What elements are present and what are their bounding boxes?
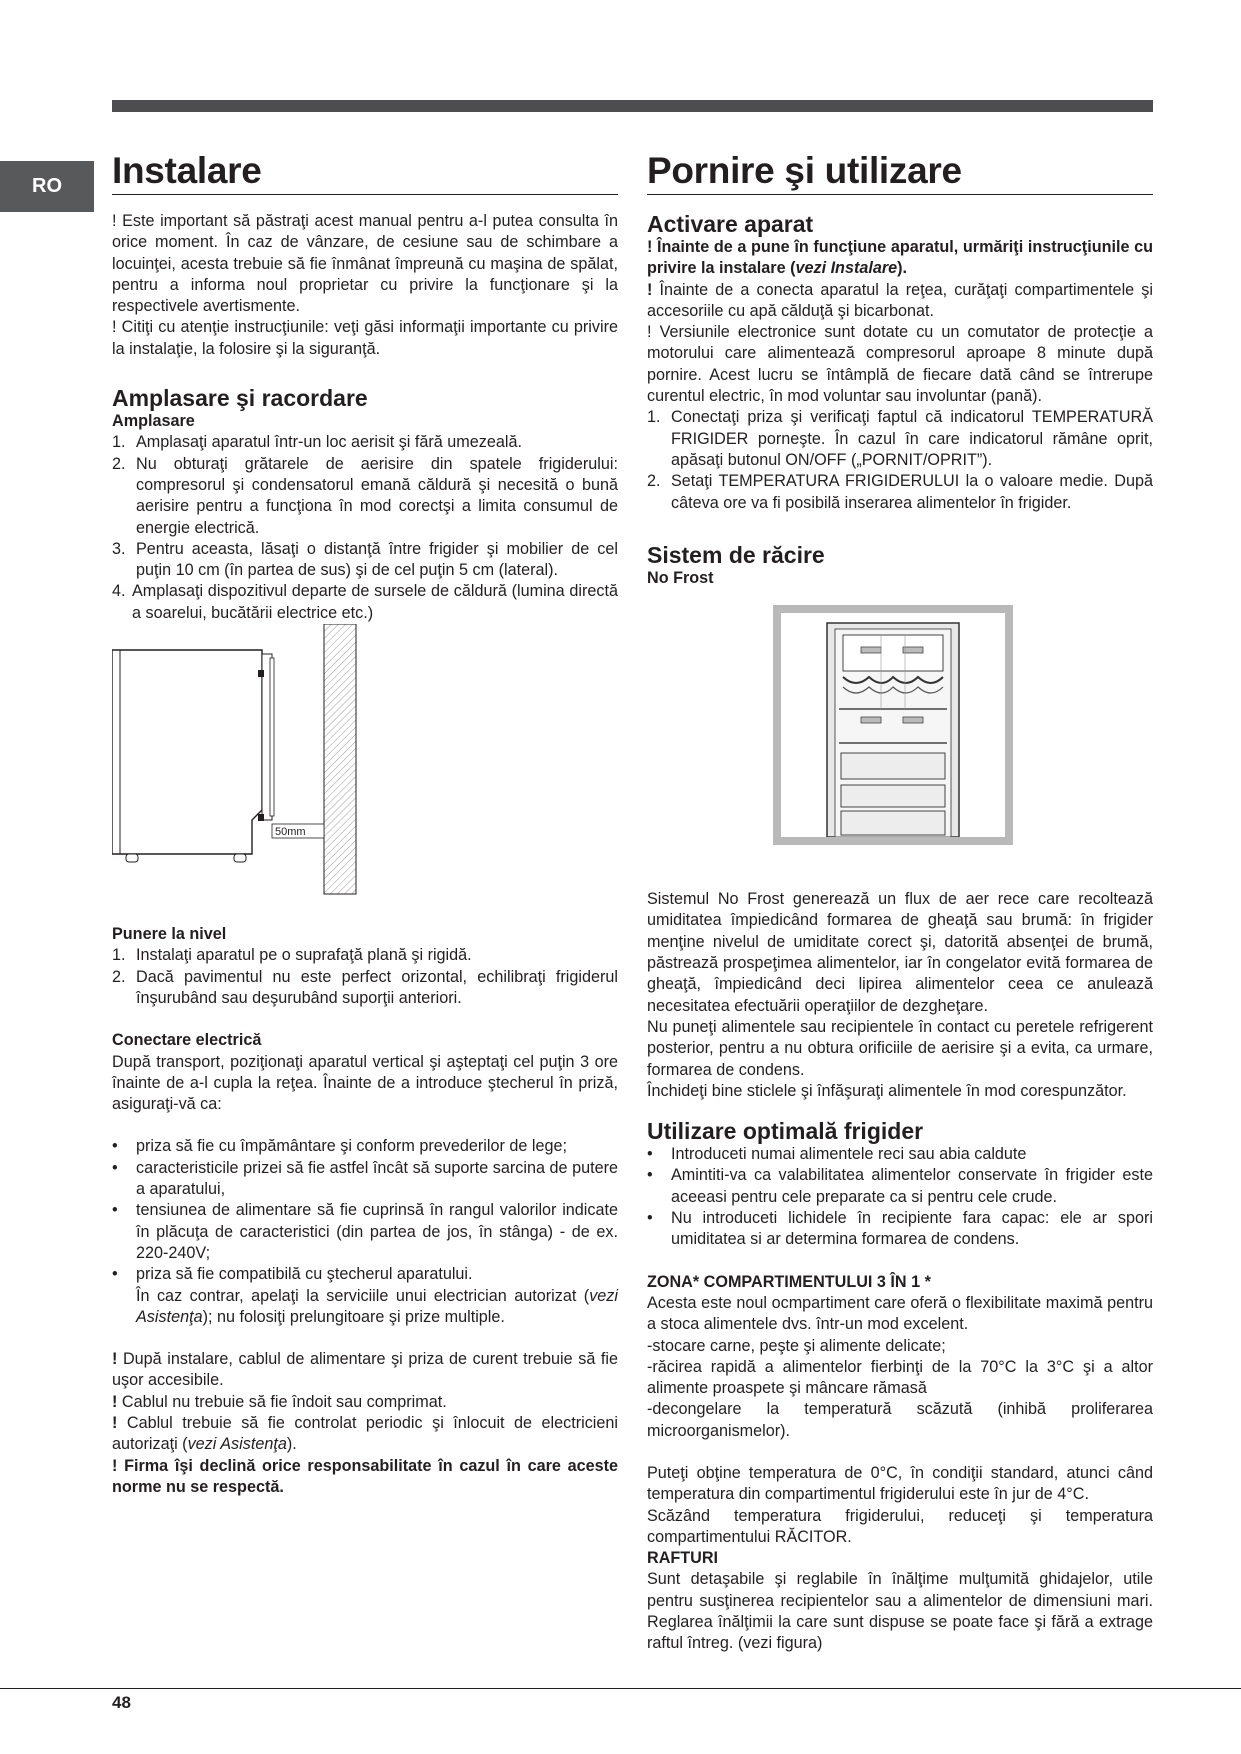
heading-optimal-use: Utilizare optimală frigider	[647, 1118, 924, 1145]
list-item: 1. Amplasaţi aparatul într-un loc aerisit şi fără umezeală.	[112, 433, 522, 452]
note-cable-check: ! Cablul trebuie să fie controlat periodic şi înlocuit de electricieni autorizaţi (vezi Asistenţa).	[112, 1413, 618, 1454]
zone-paragraph-6: Scăzând temperatura frigiderului, reduceţi şi temperatura compartimentului RĂCITOR.	[647, 1506, 1153, 1546]
section-title-start-use: Pornire şi utilizare	[647, 148, 1153, 195]
intro-paragraph-1: ! Este important să păstraţi acest manual pentru a-l putea consulta în orice moment. În caz de vânzare, de cesiune sau de schimbare a locuinţei, acesta trebuie să fie înmânat împreună cu maşina de spălat, pentru a informa noul proprietar cu privire la funcţionare şi la respectivele avertismente.	[112, 212, 618, 316]
footer-rule	[0, 1688, 1241, 1689]
list-item: • priza să fie compatibilă cu ştecherul aparatului. În caz contrar, apelaţi la serviciile unui electrician autorizat (vezi Asistenţa); nu folosiţi prelungitoare şi prize multiple.	[112, 1265, 618, 1326]
list-item: 4. Amplasaţi dispozitivul departe de sursele de căldură (lumina directă a soarelui, bucătării electrice etc.)	[112, 582, 618, 622]
note-cable-accessible: ! După instalare, cablul de alimentare şi priza de curent trebuie să fie uşor accesibile.	[112, 1350, 618, 1390]
disclaimer: ! Firma îşi declină orice responsabilitate în cazul în care aceste norme nu se respectă.	[112, 1456, 618, 1496]
list-item: 2. Setaţi TEMPERATURA FRIGIDERULUI la o valoare medie. După câteva ore va fi posibilă inserarea alimentelor în frigider.	[647, 472, 1153, 512]
list-item: 2. Dacă pavimentul nu este perfect orizontal, echilibraţi frigiderul înşurubând sau deşurubând suporţii anteriori.	[112, 967, 618, 1007]
clearance-diagram	[112, 624, 618, 924]
subheading-leveling: Punere la nivel	[112, 925, 227, 944]
fridge-interior-illustration	[781, 613, 1005, 837]
subheading-placement: Amplasare	[112, 412, 195, 431]
fridge-interior-photo	[773, 605, 1013, 845]
activation-warning: ! Înainte de a pune în funcţiune aparatul, urmăriţi instrucţiunile cu privire la instalare (vezi Instalare).	[647, 238, 1153, 278]
heading-cooling-system: Sistem de răcire	[647, 541, 825, 568]
zone-paragraph-3: -răcirea rapidă a alimentelor fierbinţi de la 70°C la 3°C şi a altor alimente proaspete şi mâncare rămasă	[647, 1357, 1153, 1398]
zone-paragraph-2: -stocare carne, peşte şi alimente delicate;	[647, 1336, 946, 1355]
language-code: RO	[32, 175, 62, 197]
optimal-use-list	[647, 1144, 1153, 1250]
list-item: • Nu introduceti lichidele în recipiente fara capac: ele ar spori umiditatea si ar determina formarea de condens.	[647, 1209, 1153, 1249]
fridge-wall-clearance-figure	[112, 624, 618, 924]
zone-paragraph-1: Acesta este noul ocmpartiment care oferă o flexibilitate maximă pentru a stoca alimentele dvs. într-un mod excelent.	[647, 1293, 1153, 1334]
activation-paragraph-2: ! Versiunile electronice sunt dotate cu un comutator de protecţie a motorului care alimentează compresorul aproape 8 minute după pornire. Acest lucru se întâmplă de fiecare dată când se întrerupe curentul electric, în mod voluntar sau involuntar (pană).	[647, 323, 1153, 406]
no-frost-paragraph-1: Sistemul No Frost generează un flux de aer rece care recoltează umiditatea împiedicând formarea de gheaţă sau brumă: în frigider menţine nivelul de umiditate corect şi, datorită absenţei de brumă, păstrează prospeţimea alimentelor, iar în congelator evită formarea de gheaţă, împiedicând deci lipirea alimentelor ceea ce anulează necesitatea efectuării operaţiilor de dezgheţare.	[647, 890, 1153, 1015]
top-rule	[112, 100, 1153, 112]
shelves-paragraph: Sunt detaşabile şi reglabile în înălţime mulţumită ghidajelor, utile pentru susţinerea recipientelor sau a alimentelor de dimensiuni mari. Reglarea înălţimii la care sunt dispuse se poate face şi fără a extrage raftul întreg. (vezi figura)	[647, 1570, 1153, 1653]
subheading-3in1-zone: ZONA* COMPARTIMENTULUI 3 ÎN 1 *	[647, 1272, 931, 1291]
no-frost-paragraph-3: Închideţi bine sticlele şi înfăşuraţi alimentele în mod corespunzător.	[647, 1081, 1127, 1100]
list-item: 3. Pentru aceasta, lăsaţi o distanţă între frigider şi mobilier de cel puţin 10 cm (în partea de sus) şi de cel puţin 5 cm (lateral).	[112, 539, 618, 580]
list-item: • tensiunea de alimentare să fie cuprinsă în rangul valorilor indicate în plăcuţa de caracteristici (din partea de jos, în stânga) - de ex. 220-240V;	[112, 1201, 618, 1262]
intro-paragraph-2: ! Citiţi cu atenţie instrucţiunile: veţi găsi informaţii importante cu privire la instalaţie, la folosire şi la siguranţă.	[112, 318, 618, 358]
list-item: • Introduceti numai alimentele reci sau abia caldute	[647, 1145, 1027, 1164]
subheading-shelves: RAFTURI	[647, 1549, 719, 1568]
note-cable-bent: ! Cablul nu trebuie să fie îndoit sau comprimat.	[112, 1392, 447, 1411]
installation-reference: vezi Instalare	[795, 259, 898, 278]
placement-list	[112, 432, 618, 624]
language-tab	[0, 161, 94, 212]
zone-paragraph-5: Puteţi obţine temperatura de 0°C, în condiţii standard, atunci când temperatura din compartimentul frigiderului este în jur de 4°C.	[647, 1463, 1153, 1504]
section-title-installation: Instalare	[112, 148, 618, 195]
activation-steps	[647, 407, 1153, 513]
list-item: • priza să fie cu împământare şi conform prevederilor de lege;	[112, 1137, 567, 1156]
subheading-electrical: Conectare electrică	[112, 1031, 262, 1050]
clearance-label: 50mm	[275, 826, 306, 839]
heading-activation: Activare aparat	[647, 211, 814, 237]
assistance-reference: vezi Asistenţa	[136, 1286, 618, 1326]
no-frost-paragraph-2: Nu puneţi alimentele sau recipientele în contact cu peretele refrigerent posterior, pentru a nu obtura orificiile de aerisire şi a evita, ca urmare, formarea de condens.	[647, 1017, 1153, 1079]
zone-paragraph-4: -decongelare la temperatură scăzută (inhibă proliferarea microorganismelor).	[647, 1400, 1153, 1440]
list-item: • Amintiti-va ca valabilitatea alimentelor conservate în frigider este aceeasi pentru cele preparate ca si pentru cele crude.	[647, 1166, 1153, 1206]
list-item: • caracteristicile prizei să fie astfel încât să suporte sarcina de putere a aparatului,	[112, 1158, 618, 1199]
assistance-reference: vezi Asistenţa	[187, 1435, 287, 1454]
left-column	[112, 148, 618, 1498]
right-column	[647, 148, 1153, 1655]
list-item: 2. Nu obturaţi grătarele de aerisire din spatele frigiderului: compresorul şi condensatorul emană căldură şi necesită o bună aerisire pentru a funcţiona în mod corectşi a limita consumul de energie electrică.	[112, 454, 618, 537]
subheading-no-frost: No Frost	[647, 568, 714, 587]
electrical-intro: După transport, poziţionaţi aparatul vertical şi aşteptaţi cel puţin 3 ore înainte de a-l cupla la reţea. Înainte de a introduce ştecherul în priză, asiguraţi-vă ca:	[112, 1052, 618, 1114]
electrical-checklist	[112, 1136, 618, 1328]
leveling-list	[112, 945, 618, 1009]
activation-paragraph-1: ! Înainte de a conecta aparatul la reţea, curăţaţi compartimentele şi accesoriile cu apă călduţă şi bicarbonat.	[647, 280, 1153, 320]
heading-placement-connection: Amplasare şi racordare	[112, 385, 368, 412]
list-item: 1. Conectaţi priza şi verificaţi faptul că indicatorul TEMPERATURĂ FRIGIDER porneşte. În cazul în care indicatorul rămâne oprit, apăsaţi butonul ON/OFF („PORNIT/OPRIT”).	[647, 408, 1153, 469]
page-number: 48	[112, 1693, 131, 1712]
list-item: 1. Instalaţi aparatul pe o suprafaţă plană şi rigidă.	[112, 946, 472, 965]
